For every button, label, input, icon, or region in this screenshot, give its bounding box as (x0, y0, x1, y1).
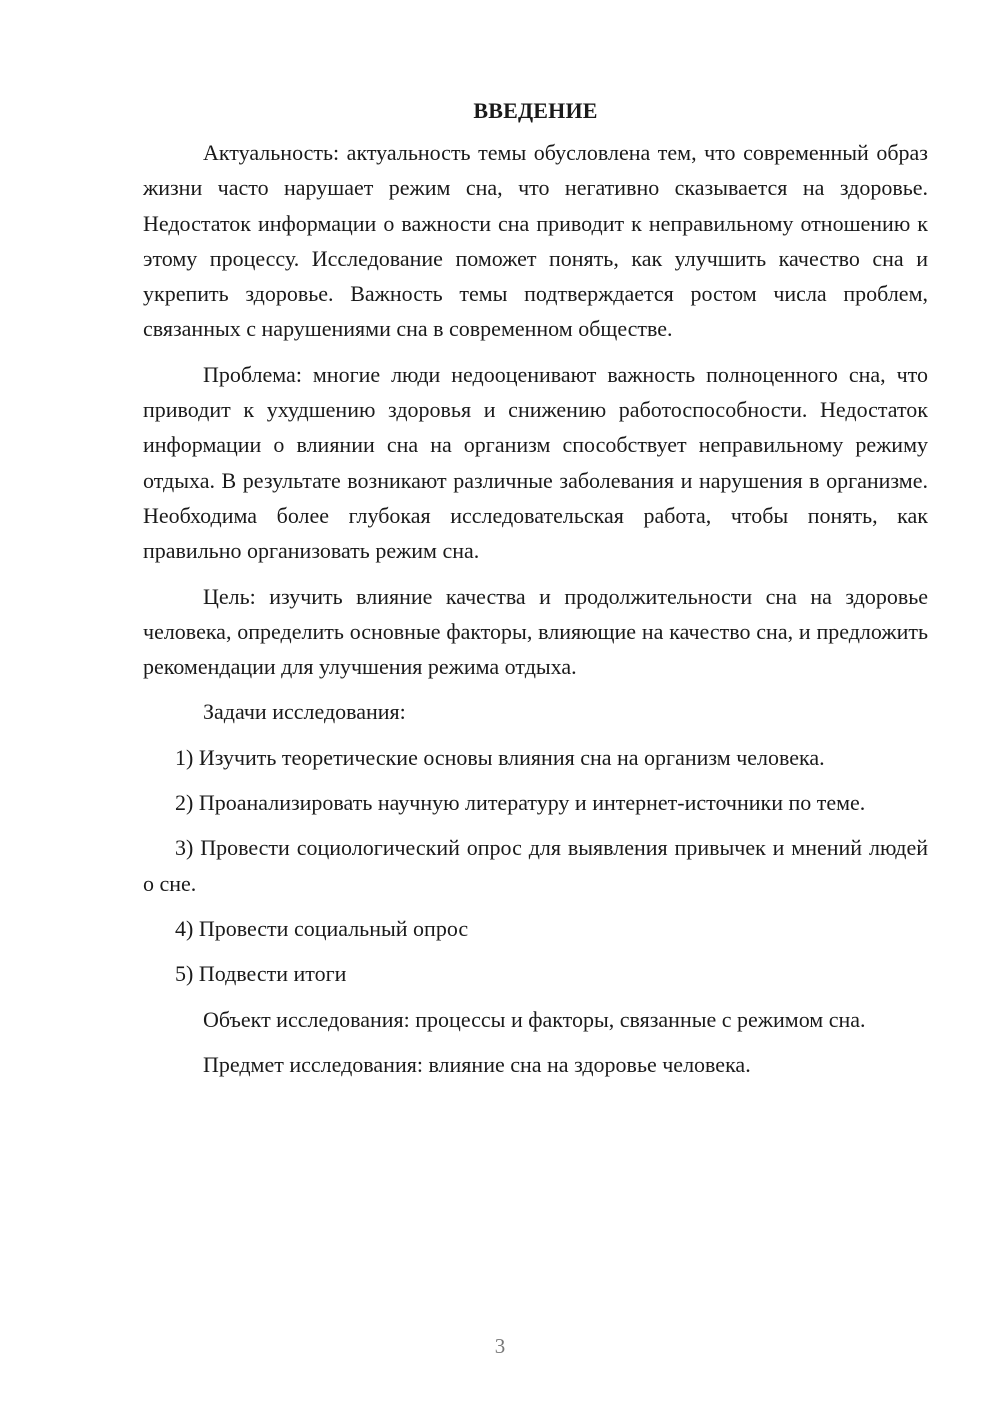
task-item-5: 5) Подвести итоги (175, 961, 347, 987)
paragraph-object: Объект исследования: процессы и факторы, связанные с режимом сна. (203, 1006, 866, 1032)
paragraph-subject: Предмет исследования: влияние сна на здоровье человека. (203, 1051, 751, 1077)
task-item-3: 3) Провести социологический опрос для выявления привычек и мнений людей о сне. (143, 835, 928, 896)
task-item-4: 4) Провести социальный опрос (175, 915, 469, 941)
paragraph-relevance: Актуальность: актуальность темы обусловлена тем, что современный образ жизни часто нарушает режим сна, что негативно сказывается на здоровье. Недостаток информации о важности сна приводит к неправильному отношению к этому процессу. Исследование поможет понять, как улучшить качество сна и укрепить здоровье. Важность темы подтверждается ростом числа проблем, связанных с нарушениями сна в современном обществе. (143, 140, 928, 342)
paragraph-problem: Проблема: многие люди недооценивают важность полноценного сна, что приводит к ухудшению здоровья и снижению работоспособности. Недостаток информации о влиянии сна на организм способствует неправильному режиму отдыха. В результате возникают различные заболевания и нарушения в организме. Необходима более глубокая исследовательская работа, чтобы понять, как правильно организовать режим сна. (143, 361, 928, 564)
task-item-2: 2) Проанализировать научную литературу и интернет-источники по теме. (175, 790, 866, 816)
page-number: 3 (494, 1334, 506, 1358)
page-content (143, 95, 928, 1092)
task-item-1: 1) Изучить теоретические основы влияния сна на организм человека. (175, 744, 825, 770)
paragraph-tasks-heading: Задачи исследования: (203, 699, 406, 725)
paragraph-goal: Цель: изучить влияние качества и продолжительности сна на здоровье человека, определить основные факторы, влияющие на качество сна, и предложить рекомендации для улучшения режима отдыха. (143, 583, 928, 680)
section-title: ВВЕДЕНИЕ (473, 98, 598, 123)
